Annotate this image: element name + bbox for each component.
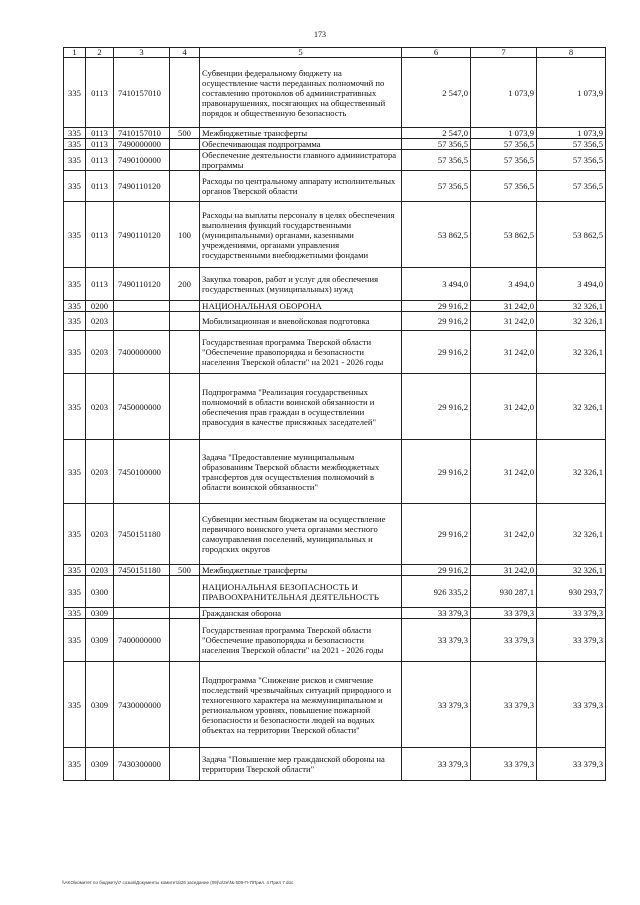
cell-section: 0113: [86, 171, 114, 202]
cell-chapter: 335: [64, 619, 86, 662]
cell-section: 0309: [86, 748, 114, 781]
table-row: [64, 312, 606, 331]
cell-amount-1: 53 862,5: [402, 202, 471, 268]
cell-target-article: [114, 301, 170, 312]
cell-amount-1: 3 494,0: [402, 268, 471, 301]
cell-amount-3: 32 326,1: [537, 504, 606, 565]
cell-expense-type: [170, 171, 200, 202]
cell-amount-3: 1 073,9: [537, 128, 606, 139]
cell-chapter: 335: [64, 662, 86, 748]
cell-amount-1: 29 916,2: [402, 331, 471, 374]
cell-expense-type: [170, 662, 200, 748]
cell-name: Подпрограмма "Реализация государственных полномочий в области воинской обязанности и обеспечения прав граждан в осуществлении правосудия в качестве присяжных заседателей": [200, 374, 402, 440]
cell-chapter: 335: [64, 139, 86, 150]
cell-amount-2: 33 379,3: [471, 619, 537, 662]
cell-target-article: 7400000000: [114, 619, 170, 662]
cell-amount-1: 29 916,2: [402, 440, 471, 504]
cell-amount-1: 57 356,5: [402, 171, 471, 202]
header-cell: 6: [402, 48, 471, 58]
cell-amount-2: 57 356,5: [471, 150, 537, 171]
table-row: [64, 662, 606, 748]
cell-name: Обеспечение деятельности главного администратора программы: [200, 150, 402, 171]
cell-amount-2: 57 356,5: [471, 171, 537, 202]
cell-amount-2: 31 242,0: [471, 312, 537, 331]
cell-expense-type: [170, 312, 200, 331]
cell-chapter: 335: [64, 331, 86, 374]
cell-chapter: 335: [64, 150, 86, 171]
cell-section: 0113: [86, 268, 114, 301]
cell-amount-2: 33 379,3: [471, 748, 537, 781]
table-row: [64, 139, 606, 150]
cell-expense-type: [170, 58, 200, 128]
cell-amount-2: 1 073,9: [471, 128, 537, 139]
cell-amount-2: 31 242,0: [471, 504, 537, 565]
header-cell: 3: [114, 48, 170, 58]
page-number: 173: [314, 30, 326, 39]
cell-expense-type: [170, 139, 200, 150]
cell-section: 0113: [86, 139, 114, 150]
cell-chapter: 335: [64, 576, 86, 608]
cell-section: 0200: [86, 301, 114, 312]
cell-chapter: 335: [64, 202, 86, 268]
cell-target-article: 7490110120: [114, 268, 170, 301]
cell-section: 0113: [86, 202, 114, 268]
cell-target-article: [114, 312, 170, 331]
cell-name: Задача "Повышение мер гражданской обороны на территории Тверской области": [200, 748, 402, 781]
cell-section: 0203: [86, 565, 114, 576]
cell-section: 0113: [86, 128, 114, 139]
cell-amount-1: 57 356,5: [402, 150, 471, 171]
cell-expense-type: [170, 576, 200, 608]
cell-amount-2: 3 494,0: [471, 268, 537, 301]
cell-chapter: 335: [64, 504, 86, 565]
table-row: [64, 576, 606, 608]
cell-amount-3: 33 379,3: [537, 619, 606, 662]
cell-expense-type: [170, 748, 200, 781]
cell-amount-2: 33 379,3: [471, 662, 537, 748]
cell-amount-3: 33 379,3: [537, 662, 606, 748]
cell-amount-3: 32 326,1: [537, 301, 606, 312]
table-row: [64, 202, 606, 268]
cell-target-article: 7400000000: [114, 331, 170, 374]
cell-chapter: 335: [64, 608, 86, 619]
cell-section: 0203: [86, 440, 114, 504]
cell-amount-1: 2 547,0: [402, 58, 471, 128]
budget-table: [63, 47, 606, 781]
cell-section: 0300: [86, 576, 114, 608]
cell-target-article: [114, 576, 170, 608]
cell-name: Государственная программа Тверской области "Обеспечение правопорядка и безопасности населения Тверской области" на 2021 - 2026 годы: [200, 331, 402, 374]
cell-expense-type: 500: [170, 128, 200, 139]
cell-name: НАЦИОНАЛЬНАЯ БЕЗОПАСНОСТЬ И ПРАВООХРАНИТЕЛЬНАЯ ДЕЯТЕЛЬНОСТЬ: [200, 576, 402, 608]
cell-amount-2: 33 379,3: [471, 608, 537, 619]
cell-chapter: 335: [64, 748, 86, 781]
cell-name: Расходы по центральному аппарату исполнительных органов Тверской области: [200, 171, 402, 202]
cell-amount-1: 33 379,3: [402, 619, 471, 662]
table-row: [64, 268, 606, 301]
cell-expense-type: [170, 608, 200, 619]
cell-amount-1: 29 916,2: [402, 301, 471, 312]
cell-amount-2: 1 073,9: [471, 58, 537, 128]
table-row: [64, 440, 606, 504]
table-row: [64, 619, 606, 662]
cell-amount-2: 31 242,0: [471, 374, 537, 440]
cell-name: Закупка товаров, работ и услуг для обеспечения государственных (муниципальных) нужд: [200, 268, 402, 301]
cell-target-article: 7430000000: [114, 662, 170, 748]
cell-section: 0309: [86, 662, 114, 748]
cell-section: 0113: [86, 58, 114, 128]
table-row: [64, 504, 606, 565]
cell-amount-2: 53 862,5: [471, 202, 537, 268]
cell-chapter: 335: [64, 565, 86, 576]
cell-target-article: 7490100000: [114, 150, 170, 171]
cell-target-article: [114, 608, 170, 619]
cell-expense-type: 200: [170, 268, 200, 301]
cell-amount-1: 33 379,3: [402, 608, 471, 619]
cell-expense-type: [170, 301, 200, 312]
cell-amount-2: 31 242,0: [471, 301, 537, 312]
cell-amount-2: 930 287,1: [471, 576, 537, 608]
cell-chapter: 335: [64, 301, 86, 312]
cell-chapter: 335: [64, 58, 86, 128]
cell-amount-1: 29 916,2: [402, 565, 471, 576]
cell-name: Мобилизационная и вневойсковая подготовка: [200, 312, 402, 331]
cell-chapter: 335: [64, 268, 86, 301]
cell-name: Подпрограмма "Снижение рисков и смягчение последствий чрезвычайных ситуаций природного и техногенного характера на межмуниципальном и региональном уровнях, повышение пожарной безопасности и безопасности людей на водных объектах на территории Тверской области": [200, 662, 402, 748]
table-row: [64, 150, 606, 171]
cell-name: Межбюджетные трансферты: [200, 128, 402, 139]
footer-file-path: \\AKO\комитет по бюджету\7 созыв\Документы комитета\26 заседание (09)\о\2е\№ 509-П-7\Прил. 4 Прил 7.doc: [62, 880, 294, 885]
cell-target-article: 7490000000: [114, 139, 170, 150]
header-cell: 2: [86, 48, 114, 58]
cell-target-article: 7450100000: [114, 440, 170, 504]
header-cell: 4: [170, 48, 200, 58]
table-row: [64, 171, 606, 202]
cell-expense-type: 100: [170, 202, 200, 268]
cell-name: Задача "Предоставление муниципальным образованиям Тверской области межбюджетных трансфертов для осуществления полномочий в области воинской обязанности": [200, 440, 402, 504]
cell-section: 0203: [86, 374, 114, 440]
cell-target-article: 7490110120: [114, 171, 170, 202]
cell-amount-3: 1 073,9: [537, 58, 606, 128]
cell-name: Субвенции федеральному бюджету на осуществление части переданных полномочий по составлению протоколов об административных правонарушениях, посягающих на общественный порядок и общественную безопасность: [200, 58, 402, 128]
table-row: [64, 608, 606, 619]
cell-name: Межбюджетные трансферты: [200, 565, 402, 576]
table-row: [64, 301, 606, 312]
header-cell: 8: [537, 48, 606, 58]
cell-section: 0113: [86, 150, 114, 171]
cell-chapter: 335: [64, 374, 86, 440]
cell-amount-2: 31 242,0: [471, 565, 537, 576]
cell-expense-type: 500: [170, 565, 200, 576]
cell-amount-1: 33 379,3: [402, 748, 471, 781]
cell-amount-1: 2 547,0: [402, 128, 471, 139]
header-cell: 1: [64, 48, 86, 58]
cell-section: 0309: [86, 619, 114, 662]
cell-amount-3: 53 862,5: [537, 202, 606, 268]
cell-name: Гражданская оборона: [200, 608, 402, 619]
cell-name: Субвенции местным бюджетам на осуществление первичного воинского учета органами местного самоуправления поселений, муниципальных и городских округов: [200, 504, 402, 565]
cell-amount-3: 32 326,1: [537, 440, 606, 504]
cell-name: Государственная программа Тверской области "Обеспечение правопорядка и безопасности населения Тверской области" на 2021 - 2026 годы: [200, 619, 402, 662]
cell-amount-1: 926 335,2: [402, 576, 471, 608]
header-cell: 5: [200, 48, 402, 58]
cell-target-article: 7450000000: [114, 374, 170, 440]
table-row: [64, 748, 606, 781]
cell-amount-3: 32 326,1: [537, 312, 606, 331]
cell-amount-3: 33 379,3: [537, 748, 606, 781]
cell-chapter: 335: [64, 440, 86, 504]
table-row: [64, 565, 606, 576]
cell-expense-type: [170, 504, 200, 565]
cell-expense-type: [170, 374, 200, 440]
cell-name: НАЦИОНАЛЬНАЯ ОБОРОНА: [200, 301, 402, 312]
cell-amount-1: 29 916,2: [402, 374, 471, 440]
cell-target-article: 7450151180: [114, 565, 170, 576]
cell-amount-1: 33 379,3: [402, 662, 471, 748]
table-header-row: [64, 48, 606, 58]
cell-name: Обеспечивающая подпрограмма: [200, 139, 402, 150]
table-row: [64, 331, 606, 374]
cell-expense-type: [170, 150, 200, 171]
cell-amount-1: 57 356,5: [402, 139, 471, 150]
cell-target-article: 7430300000: [114, 748, 170, 781]
cell-amount-3: 3 494,0: [537, 268, 606, 301]
table-row: [64, 58, 606, 128]
cell-amount-2: 31 242,0: [471, 331, 537, 374]
cell-amount-1: 29 916,2: [402, 312, 471, 331]
cell-target-article: 7450151180: [114, 504, 170, 565]
cell-section: 0309: [86, 608, 114, 619]
cell-section: 0203: [86, 504, 114, 565]
cell-amount-2: 31 242,0: [471, 440, 537, 504]
cell-section: 0203: [86, 312, 114, 331]
cell-amount-3: 32 326,1: [537, 565, 606, 576]
cell-amount-3: 57 356,5: [537, 171, 606, 202]
cell-chapter: 335: [64, 312, 86, 331]
cell-section: 0203: [86, 331, 114, 374]
cell-expense-type: [170, 619, 200, 662]
header-cell: 7: [471, 48, 537, 58]
cell-expense-type: [170, 440, 200, 504]
cell-chapter: 335: [64, 171, 86, 202]
cell-amount-3: 57 356,5: [537, 150, 606, 171]
cell-amount-2: 57 356,5: [471, 139, 537, 150]
cell-amount-3: 32 326,1: [537, 374, 606, 440]
cell-target-article: 7410157010: [114, 58, 170, 128]
cell-amount-3: 930 293,7: [537, 576, 606, 608]
cell-target-article: 7410157010: [114, 128, 170, 139]
table-row: [64, 374, 606, 440]
cell-expense-type: [170, 331, 200, 374]
cell-amount-3: 57 356,5: [537, 139, 606, 150]
cell-chapter: 335: [64, 128, 86, 139]
cell-target-article: 7490110120: [114, 202, 170, 268]
cell-name: Расходы на выплаты персоналу в целях обеспечения выполнения функций государственными (муниципальными) органами, казенными учреждениями, органами управления государственными внебюджетными фондами: [200, 202, 402, 268]
cell-amount-1: 29 916,2: [402, 504, 471, 565]
cell-amount-3: 32 326,1: [537, 331, 606, 374]
cell-amount-3: 33 379,3: [537, 608, 606, 619]
table-row: [64, 128, 606, 139]
